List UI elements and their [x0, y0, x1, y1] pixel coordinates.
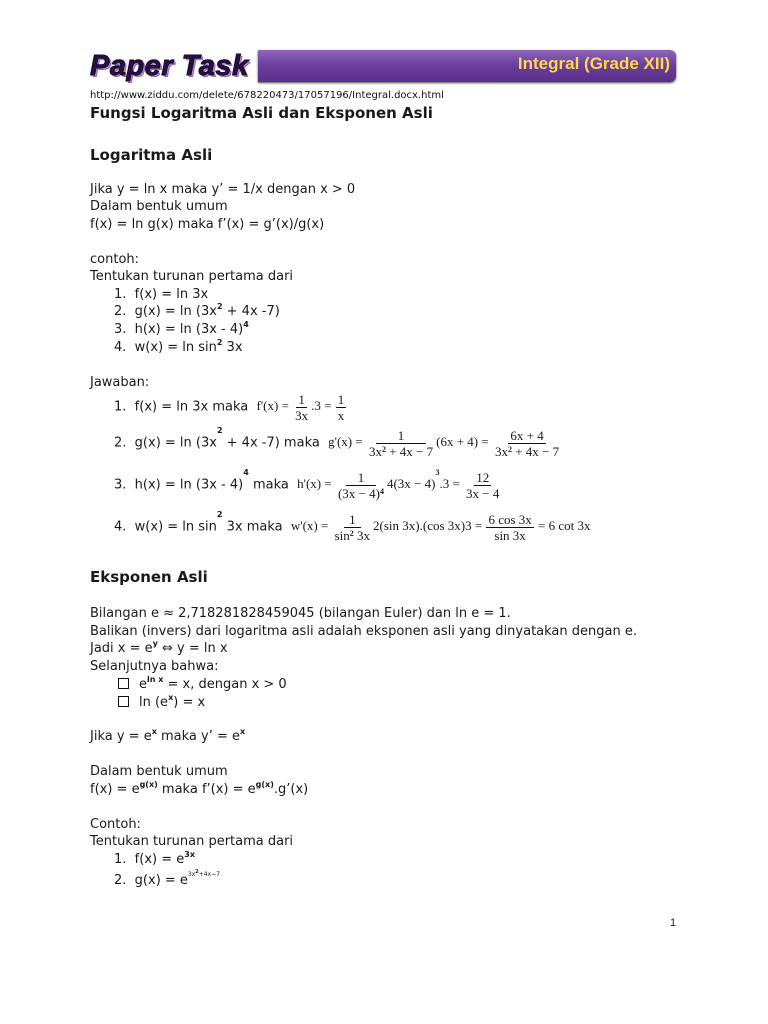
log-general-label: Dalam bentuk umum [90, 199, 228, 214]
list-item: 1. $f(x) = e^{3x}$ [114, 850, 195, 867]
section-heading-logaritma: Logaritma Asli [90, 146, 213, 164]
bullet-item: $\ln (e^x) = x$ [118, 695, 205, 710]
bullet-item: $e^{ln x} = x$, dengan x > 0 [118, 677, 287, 692]
euler-line: Bilangan e ≈ 2,718281828459045 (bilangan Euler) dan ln e = 1. [90, 606, 511, 621]
exp-general-rule: $f(x) = e^{g(x)}$ maka f’(x) = $e^{g(x)}.g’(x)$ [90, 780, 309, 797]
exp-general-label: Dalam bentuk umum [90, 764, 228, 779]
log-general-rule: f(x) = ln g(x) maka f’(x) = g’(x)/g(x) [90, 217, 325, 232]
log-contoh-label: contoh: [90, 252, 140, 267]
section-heading-eksponen: Eksponen Asli [90, 568, 208, 586]
list-item: 1. f(x) = ln 3x [114, 287, 209, 302]
list-item: 2. $g(x) = \ln (3x^2 + 4x$ -7) [114, 302, 280, 319]
log-task: Tentukan turunan pertama dari [90, 269, 294, 284]
inverse-line: Balikan (invers) dari logaritma asli adalah eksponen asli yang dinyatakan dengan e. [90, 624, 637, 639]
banner-title: Integral (Grade XII) [517, 54, 670, 73]
exp-task: Tentukan turunan pertama dari [90, 834, 294, 849]
exp-contoh-label: Contoh: [90, 817, 141, 832]
answer-row: 2. $g(x) = \ln (3x^2 + 4x$ -7) maka g'(x) = $\frac{1}{3x^2 + 4x - 7}$ (6x + 4) = $\frac{6x + 4}{3x^2 + 4x - 7}$ [114, 426, 560, 459]
jadi-line: Jadi $x = e^y$ ⇔ y = ln x [90, 639, 228, 656]
answer-row: 3. h(x) = ln (3x - 4)$^4$ maka h'(x) = $\frac{1}{(3x - 4)^4}$ $4(3x - 4)^3.3$ = $\frac{12}{3x - 4}$ [114, 468, 500, 501]
page-title: Fungsi Logaritma Asli dan Eksponen Asli [90, 104, 433, 122]
answer-row: 4. $w(x) = \ln \sin^2 3x$ maka w'(x) = $\frac{1}{\sin^2 3x}$ 2(sin 3x).(cos 3x)3 = $\frac{6 \cos 3x}{\sin 3x}$ = 6 cot 3x [114, 510, 591, 543]
paper-task-logo: Paper Task [90, 50, 249, 82]
selanjutnya-line: Selanjutnya bahwa: [90, 659, 219, 674]
list-item: 2. $g(x) = e^{3x^2+4x-7}$ [114, 869, 221, 888]
list-item: 3. h(x) = ln (3x - 4)$^4$ [114, 320, 249, 337]
header-banner [258, 50, 676, 82]
answer-row: 1. f(x) = ln 3x maka f'(x) = $\frac{1}{3x}$ .3 = $\frac{1}{x}$ [114, 392, 345, 423]
checkbox-bullet-icon [118, 696, 129, 707]
jawaban-label: Jawaban: [90, 375, 150, 390]
page-number: 1 [670, 917, 677, 929]
exp-rule-line: Jika $y = e^x$ maka y’ = $e^x$ [90, 727, 246, 744]
source-url[interactable]: http://www.ziddu.com/delete/678220473/17057196/Integral.docx.html [90, 90, 444, 101]
checkbox-bullet-icon [118, 678, 129, 689]
log-rule-line: Jika y = ln x maka y’ = 1/x dengan x > 0 [90, 182, 356, 197]
list-item: 4. $w(x) = \ln \sin^2 3x$ [114, 338, 243, 355]
